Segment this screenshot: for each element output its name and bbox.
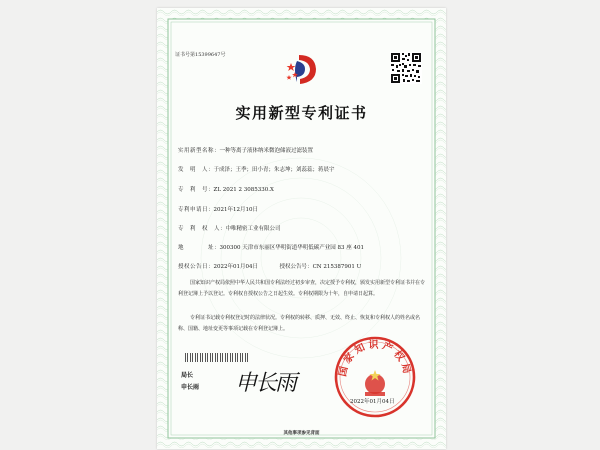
grant-statement: 国家知识产权局依照中华人民共和国专利法经过初步审查，决定授予专利权，颁发实用新型专利证书并在专利登记簿上予以登记。专利权自授权公告之日起生效。专利权期限为十年，自申请日起算。 [178,280,426,297]
barcode [185,353,249,362]
bottom-note: 其他事项参见背面 [283,431,320,436]
field-address: 地 址：300300 天津市东丽区华明街道华明低碳产业园 83 座 401 [178,245,365,251]
director-name: 申长雨 [181,384,200,391]
field-application-date: 专利申请日：2021年12月10日 [178,207,259,213]
field-grant-date: 授权公告日：2022年01月04日 授权公告号：CN 215387901 U [178,264,362,270]
seal-text: 国家知识产权局 [337,340,413,378]
certificate-number: 证书号第15399647号 [175,52,226,58]
official-seal [332,334,418,420]
field-inventors: 发 明 人：于成泽；王季；田小青；朱志坤；刘蕊蕊；蒋晨宇 [178,167,335,173]
field-patent-number: 专 利 号：ZL 2021 2 3085330.X [178,187,274,193]
legal-status-statement: 专利证书记载专利权登记时的法律状况。专利权的转移、质押、无效、终止、恢复和专利权人的姓名或名称、国籍、地址变更等事项记载在专利登记簿上。 [178,315,421,332]
field-patentee: 专 利 权 人：中唯精密工业有限公司 [178,226,281,232]
director-signature: 申长雨 [235,371,296,396]
cnipa-logo-icon [283,49,325,91]
patent-certificate [157,8,446,449]
certificate-title: 实用新型专利证书 [235,104,368,122]
field-utility-model-name: 实用新型名称：一种等离子液体纳米微泡储液过滤装置 [178,148,314,154]
director-title: 局长 [181,372,194,379]
qr-code-icon [390,52,422,84]
seal-date: 2022年01月04日 [350,399,395,405]
